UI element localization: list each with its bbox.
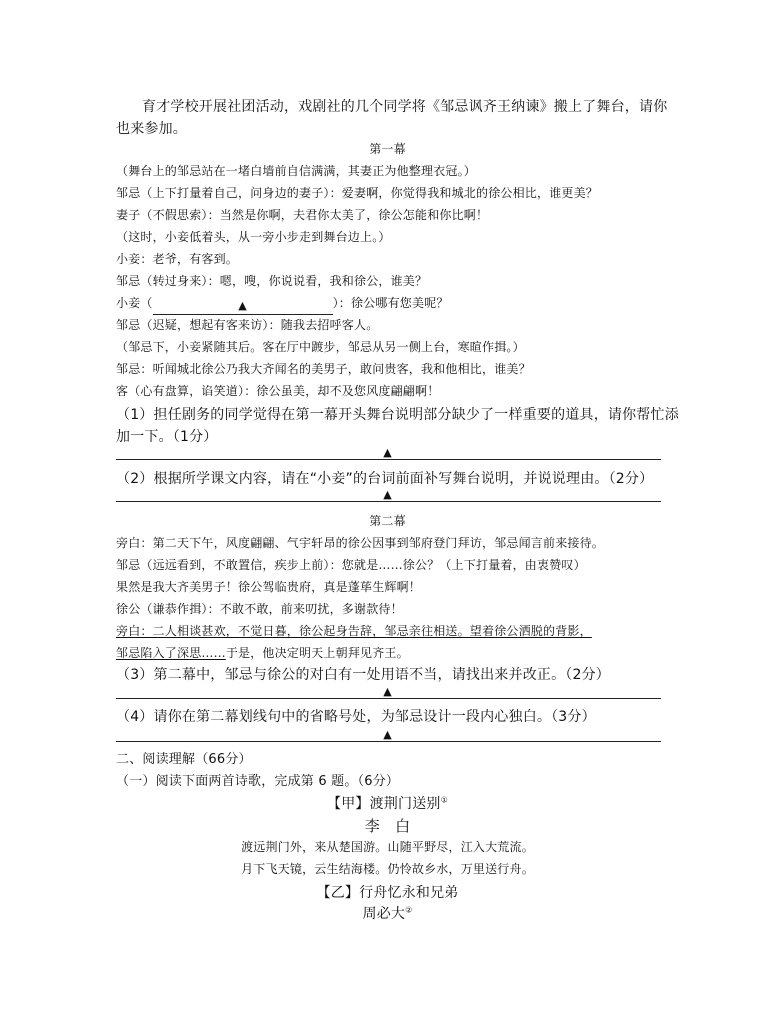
- footnote-marker-1: ①: [440, 795, 448, 805]
- footnote-marker-2: ②: [405, 905, 413, 915]
- question-1-line-1: （1）担任剧务的同学觉得在第一幕开头舞台说明部分缺少了一样重要的道具，请你帮忙添: [116, 407, 679, 423]
- blank-line-prefix: 小妾（: [116, 296, 153, 310]
- question-2: （2）根据所学课文内容，请在“小妾”的台词前面补写舞台说明，并说说理由。（2分）: [116, 471, 654, 487]
- answer-blank: ▲: [153, 300, 333, 315]
- act2-line-3: 果然是我大齐美男子！徐公驾临贵府，真是蓬荜生辉啊！: [116, 580, 422, 594]
- act1-title: 第一幕: [369, 142, 406, 156]
- act2-underlined-line-1: 旁白：二人相谈甚欢，不觉日暮，徐公起身告辞，邹忌亲往相送。望着徐公洒脱的背影，: [116, 624, 592, 638]
- poem-a-title-text: 【甲】渡荆门送别: [327, 796, 441, 812]
- poem-b-author: 周必大: [362, 906, 406, 922]
- section-2-heading: 二、阅读理解（66分）: [116, 752, 252, 767]
- poem-b-author-line: [0, 903, 775, 923]
- act2-underlined-line-2: [116, 644, 409, 661]
- poem-a-line-1: 渡远荆门外，来从楚国游。山随平野尽，江入大荒流。: [241, 840, 534, 854]
- intro-line-1: 育才学校开展社团活动，戏剧社的几个同学将《邹忌讽齐王纳谏》搬上了舞台，请你: [142, 99, 668, 115]
- act1-blank-line: [116, 294, 449, 315]
- poem-a-author: 李 白: [364, 817, 411, 835]
- answer-marker-2: ▲: [383, 488, 392, 501]
- blank-line-suffix: ）：徐公哪有您美呢？: [332, 296, 449, 310]
- answer-line-3: [116, 698, 661, 699]
- act2-line-4: 徐公（谦恭作揖）：不敢不敢，前来叨扰，多谢款待！: [116, 602, 403, 616]
- act1-line-10: 客（心有盘算，谄笑道）：徐公虽美，却不及您风度翩翩啊！: [116, 384, 440, 398]
- act1-line-2: 邹忌（上下打量着自己，问身边的妻子）：爱妻啊，你觉得我和城北的徐公相比，谁更美？: [116, 186, 599, 200]
- question-1-line-2: 加一下。（1分）: [116, 429, 218, 445]
- answer-marker-4: ▲: [383, 728, 392, 741]
- act2-line-2: 邹忌（远远看到，不敢置信，疾步上前）：您就是……徐公？（上下打量着，由衷赞叹）: [116, 558, 586, 572]
- underlined-ellipsis-text: 邹忌陷入了深思……: [116, 646, 226, 660]
- poem-b-title: 【乙】行舟忆永和兄弟: [316, 885, 459, 901]
- intro-line-2: 也来参加。: [116, 121, 187, 137]
- answer-marker-3: ▲: [383, 685, 392, 698]
- act1-line-5: 小妾：老爷，有客到。: [116, 252, 239, 266]
- question-4: （4）请你在第二幕划线句中的省略号处，为邹忌设计一段内心独白。（3分）: [116, 709, 596, 725]
- act1-line-4: （这时，小妾低着头，从一旁小步走到舞台边上。）: [116, 230, 391, 244]
- poem-a-title: [0, 793, 775, 813]
- section-2-sub-heading: （一）阅读下面两首诗歌，完成第 6 题。（6分）: [116, 774, 400, 789]
- act1-line-8: （邹忌下，小妾紧随其后。客在厅中踱步，邹忌从另一侧上台，寒暄作揖。）: [116, 340, 525, 354]
- act1-line-7: 邹忌（迟疑，想起有客来访）：随我去招呼客人。: [116, 318, 379, 332]
- question-3: （3）第二幕中，邹忌与徐公的对白有一处用语不当，请找出来并改正。（2分）: [116, 667, 611, 683]
- act2-line-tail: 于是，他决定明天上朝拜见齐王。: [225, 646, 409, 660]
- answer-line-2: [116, 501, 661, 502]
- poem-a-line-2: 月下飞天镜，云生结海楼。仍怜故乡水，万里送行舟。: [241, 862, 534, 876]
- act1-line-3: 妻子（不假思索）：当然是你啊，夫君你太美了，徐公怎能和你比啊！: [116, 208, 489, 222]
- act2-title: 第二幕: [369, 514, 406, 528]
- answer-line-1: [116, 459, 661, 460]
- act1-line-9: 邹忌：听闻城北徐公乃我大齐闻名的美男子，敢问贵客，我和他相比，谁美？: [116, 362, 531, 376]
- act1-line-6: 邹忌（转过身来）：嗯，嗖，你说说看，我和徐公，谁美？: [116, 274, 428, 288]
- answer-line-4: [116, 741, 661, 742]
- act1-line-1: （舞台上的邹忌站在一堵白墙前自信满满，其妻正为他整理衣冠。）: [116, 164, 477, 178]
- answer-marker-1: ▲: [383, 446, 392, 459]
- act2-line-1: 旁白：第二天下午，风度翩翩、气宇轩昂的徐公因事到邹府登门拜访，邹忌闻言前来接待。: [116, 536, 605, 550]
